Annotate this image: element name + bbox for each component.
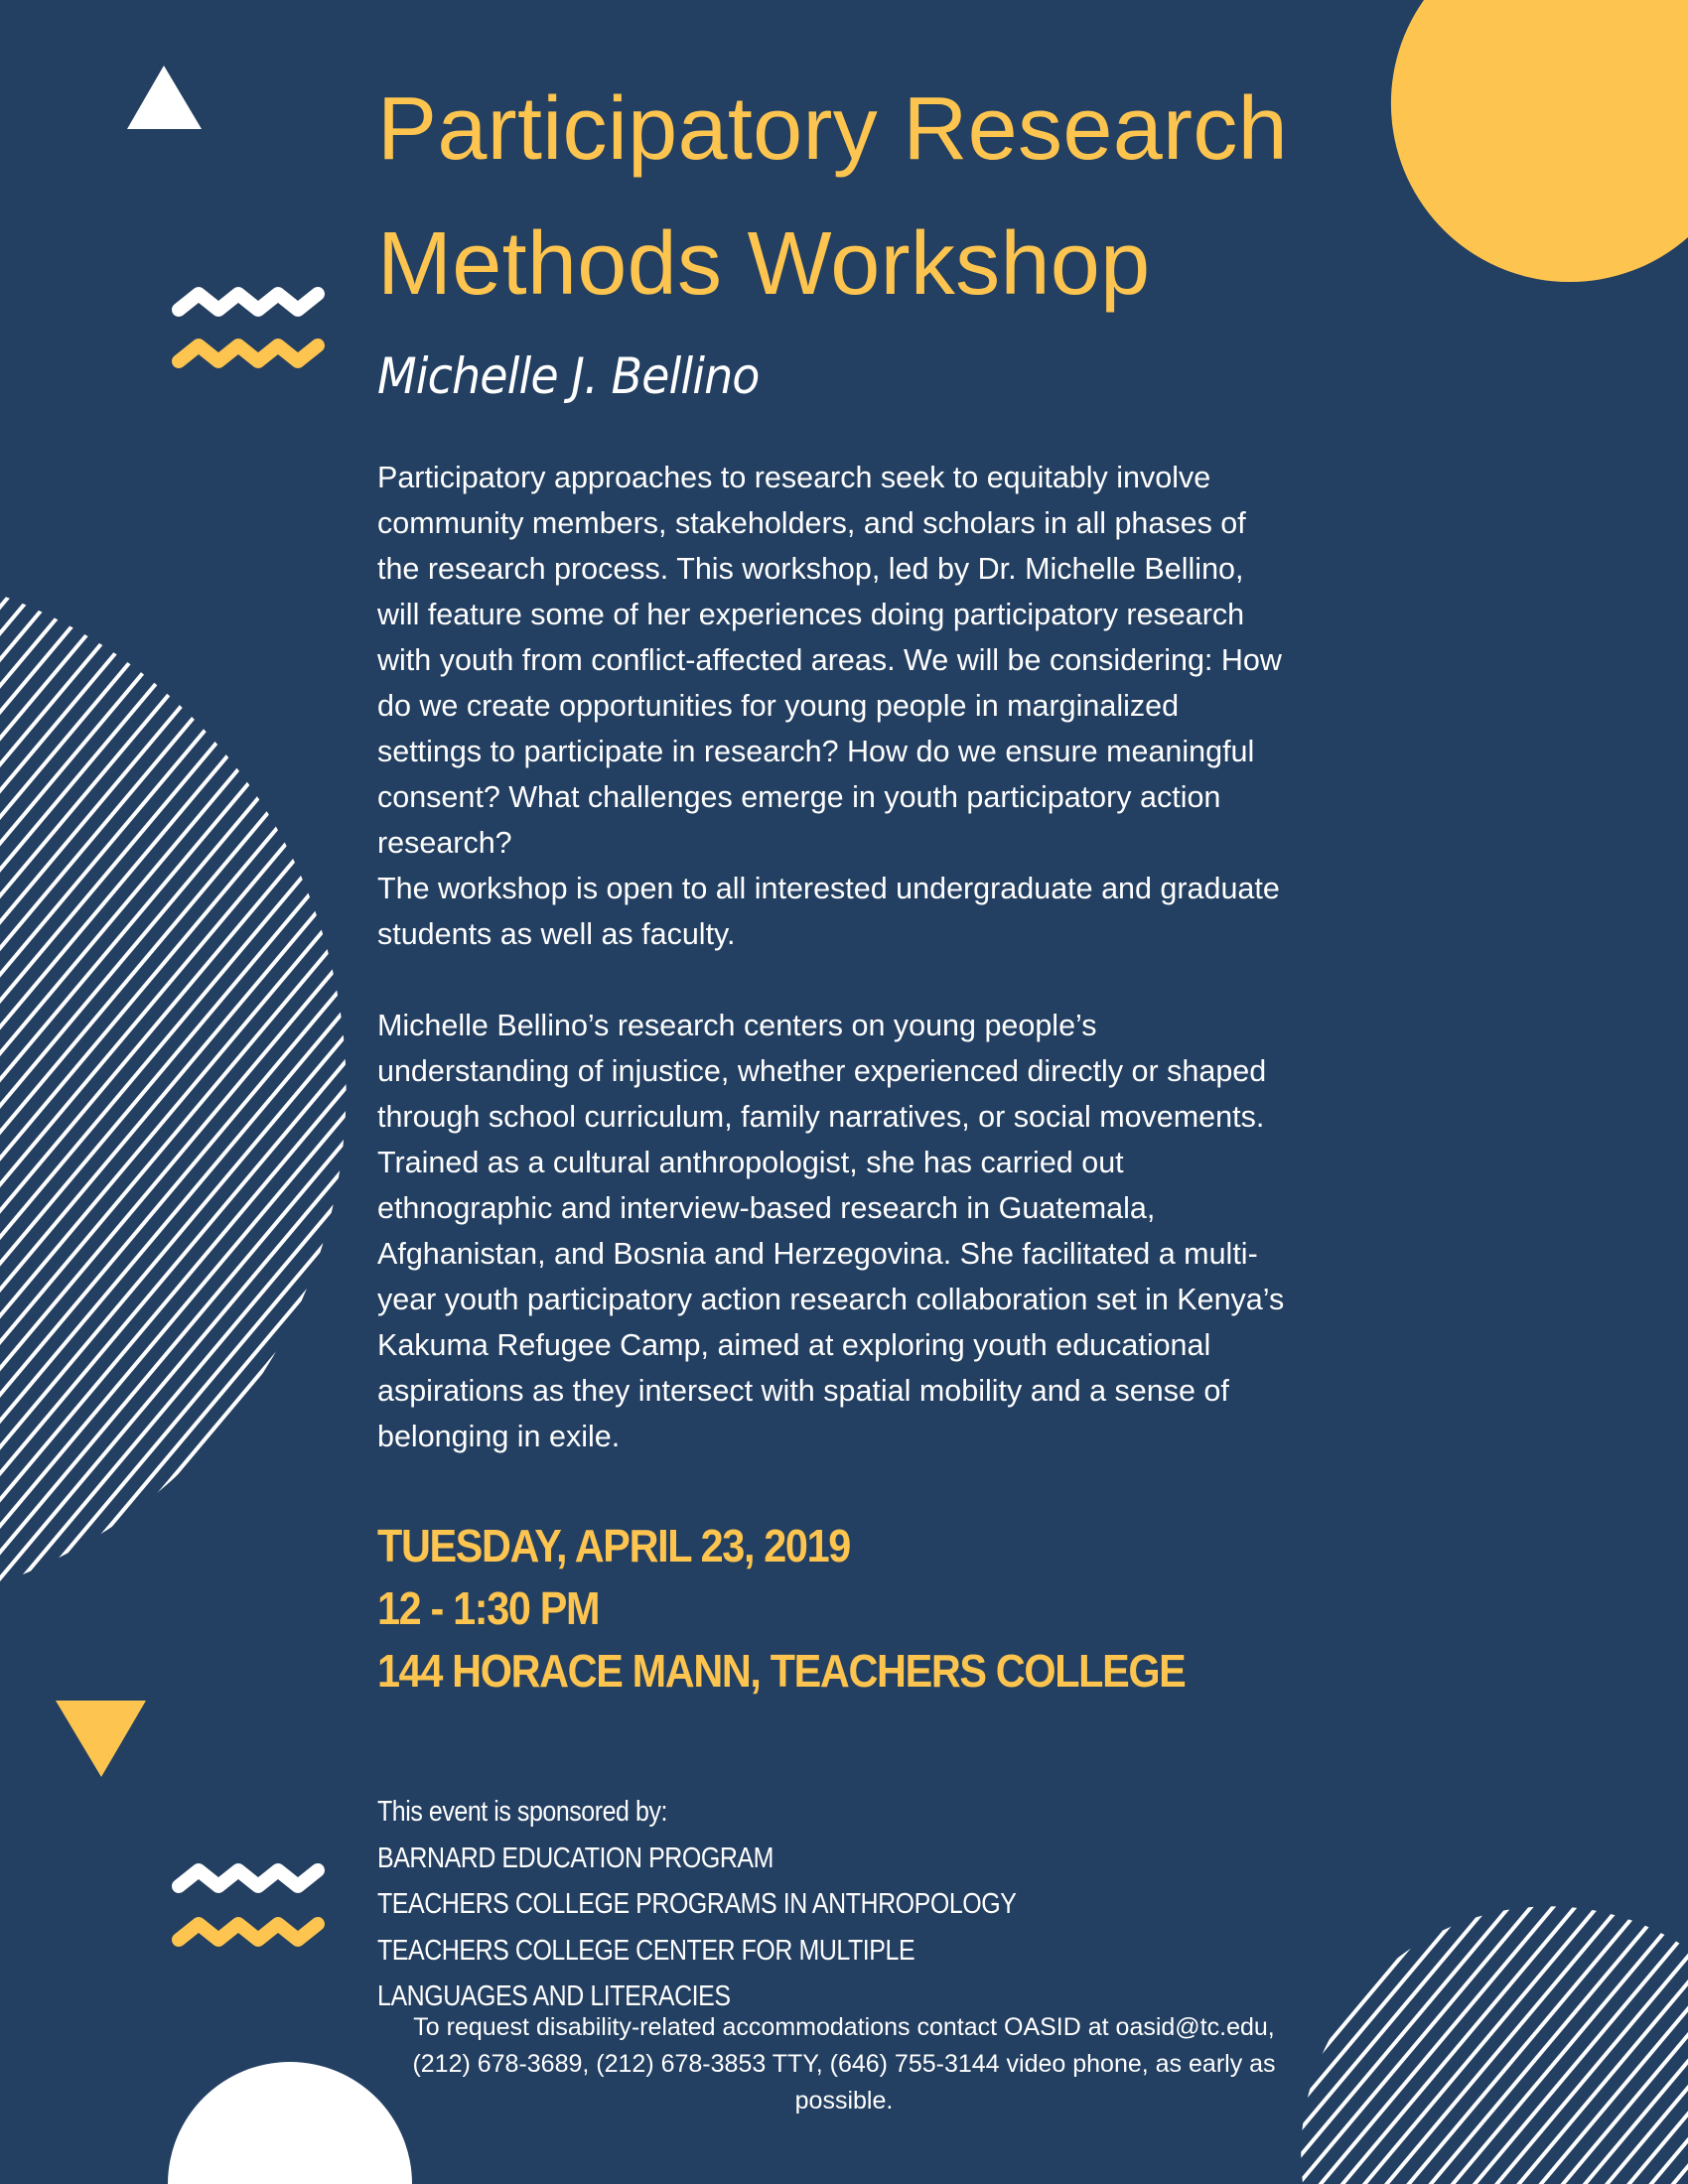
sponsor-line: TEACHERS COLLEGE CENTER FOR MULTIPLE [377,1934,915,1967]
description [377,455,1410,1459]
yellow-wave-icon [179,345,318,361]
sponsor-line: TEACHERS COLLEGE PROGRAMS IN ANTHROPOLOGY [377,1888,1017,1920]
description-line: Trained as a cultural anthropologist, she has carried out [377,1146,1124,1179]
description-line: aspirations as they intersect with spatial mobility and a sense of [377,1374,1229,1408]
description-line: students as well as faculty. [377,917,736,951]
event-date: TUESDAY, APRIL 23, 2019 [377,1520,850,1571]
description-line: Kakuma Refugee Camp, aimed at exploring youth educational [377,1328,1211,1362]
description-line: through school curriculum, family narratives, or social movements. [377,1100,1265,1134]
white-wave-icon [179,294,318,310]
white-wave-icon-bottom [179,1870,318,1886]
description-line: year youth participatory action research collaboration set in Kenya’s [377,1283,1285,1316]
description-line: ethnographic and interview-based research in Guatemala, [377,1191,1156,1225]
description-paragraph-2 [377,866,1410,957]
description-line: community members, stakeholders, and scholars in all phases of [377,506,1246,540]
sponsors-heading: This event is sponsored by: [377,1796,667,1828]
yellow-circle-top-right [1391,0,1688,282]
notice-line: possible. [794,2087,894,2115]
description-line: will feature some of her experiences doing participatory research [377,598,1245,631]
description-line: consent? What challenges emerge in youth participatory action [377,780,1221,814]
description-line: settings to participate in research? How do we ensure meaningful [377,735,1255,768]
accessibility-notice [338,2009,1350,2119]
description-line: The workshop is open to all interested undergraduate and graduate [377,872,1280,905]
page-title [377,62,1288,332]
author-name: Michelle J. Bellino [377,347,760,405]
white-triangle-icon [127,66,202,129]
description-paragraph-1 [377,455,1410,866]
description-line: Participatory approaches to research seek to equitably involve [377,461,1211,494]
yellow-down-triangle-icon [56,1701,146,1777]
description-line: understanding of injustice, whether experienced directly or shaped [377,1054,1267,1088]
description-line: Michelle Bellino’s research centers on young people’s [377,1009,1097,1042]
yellow-wave-icon-bottom [179,1924,318,1940]
description-line: the research process. This workshop, led by Dr. Michelle Bellino, [377,552,1244,586]
notice-line: To request disability-related accommodations contact OASID at oasid@tc.edu, [413,2013,1275,2041]
paragraph-gap [377,957,1410,1003]
event-details [377,1515,1275,1703]
description-paragraph-3 [377,1003,1410,1459]
title-line-2: Methods Workshop [377,214,1151,314]
event-time: 12 - 1:30 PM [377,1582,600,1634]
sponsor-line: LANGUAGES AND LITERACIES [377,1980,731,2012]
sponsors [377,1789,1120,2020]
hatched-circle-left [0,595,347,1583]
description-line: Afghanistan, and Bosnia and Herzegovina. She facilitated a multi- [377,1237,1258,1271]
description-line: with youth from conflict-affected areas. We will be considering: How [377,643,1282,677]
description-line: do we create opportunities for young people in marginalized [377,689,1180,723]
description-line: belonging in exile. [377,1420,621,1453]
event-location: 144 HORACE MANN, TEACHERS COLLEGE [377,1645,1186,1697]
description-line: research? [377,826,512,860]
notice-line: (212) 678-3689, (212) 678-3853 TTY, (646) 755-3144 video phone, as early as [412,2050,1276,2078]
hatched-circle-bottom-right [1301,1906,1688,2184]
sponsor-line: BARNARD EDUCATION PROGRAM [377,1842,774,1874]
title-line-1: Participatory Research [377,79,1288,179]
